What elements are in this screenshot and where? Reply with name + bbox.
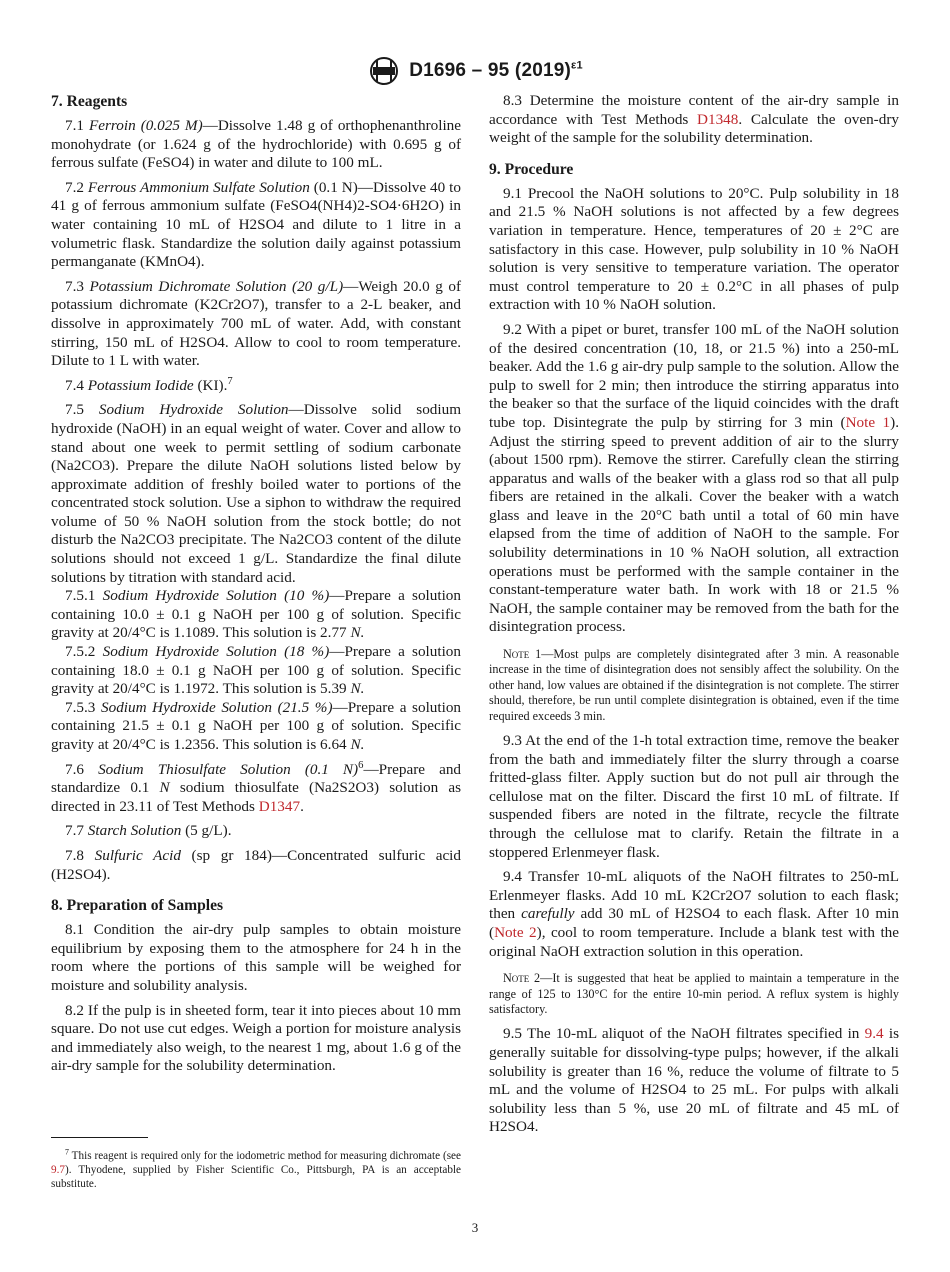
footnote: $^7$ This reagent is required only for the iodometric method for measuring dichromate (see 9.7). Thyodene, supplied by Fisher Scientific Co., Pittsburgh, PA is an acceptable substitute.	[51, 1147, 461, 1190]
document-designation: D1696 – 95 $(2019)^{\varepsilon 1}$	[409, 59, 583, 81]
paragraph-7-2: 7.2 Ferrous Ammonium Sulfate Solution (0.1 N)—Dissolve 40 to 41 g of ferrous ammonium sulfate (FeSO4(NH4)2-SO4·6H2O) in water containing 10 mL of H2SO4 and dilute to 1 litre in a volumetric flask. Standardize the solution daily against potassium permanganate (KMnO4).	[51, 178, 461, 271]
link-d1348[interactable]: D1348	[697, 110, 739, 128]
paragraph-7-1: 7.1 Ferroin (0.025 M)—Dissolve 1.48 g of orthophenanthroline monohydrate (or 1.624 g of the hydrochloride) with 0.695 g of ferrous sulfate (FeSO4) in water and dilute to 100 mL.	[51, 117, 461, 172]
paragraph-9-4: 9.4 Transfer 10-mL aliquots of the NaOH filtrates to 250-mL Erlenmeyer flasks. Add 10 mL K2Cr2O7 solution to each flask; then carefully add 30 mL of H2SO4 to each flask. After 10 min (Note 2), cool to room temperature. Include a blank test with the original NaOH extraction solution in this operation.	[489, 868, 900, 960]
paragraph-9-5: 9.5 The 10-mL aliquot of the NaOH filtrates specified in 9.4 is generally suitable for dissolving-type pulps; however, if the alkali solubility is greater than 16 %, reduce the volume of filtrate to 5 mL and the volume of H2SO4 to 25 mL. For pulps with alkali solubility less than 5 %, use 20 mL of filtrate and 45 mL of H2SO4.	[489, 1025, 900, 1136]
paragraph-9-3: 9.3 At the end of the 1-h total extraction time, remove the beaker from the bath and immediately filter the slurry through a coarse fritted-glass filter. Apply suction but do not pull air through the cellulose mat on the filter. Discard the first 10 mL of filtrate. If suspended fibers are noted in the filtrate, recycle the filtrate through the cellulose mat to clarify. Retain the filtrate in a stoppered Erlenmeyer flask.	[489, 732, 899, 861]
link-note-2[interactable]: Note 2	[494, 924, 537, 941]
page-header	[0, 56, 950, 86]
paragraph-7-3: 7.3 Potassium Dichromate Solution (20 g/L)—Weigh 20.0 g of potassium dichromate (K2Cr2O7), transfer to a 2-L beaker, and dissolve in approximately 700 mL of water. Add, with constant stirring, 150 mL of H2SO4. Allow to cool to room temperature. Dilute to 1 L with water.	[51, 277, 462, 370]
right-column	[489, 92, 899, 1137]
link-note-1[interactable]: Note 1	[845, 413, 891, 431]
footnote-divider	[51, 1137, 148, 1138]
paragraph-8-1: 8.1 Condition the air-dry pulp samples to obtain moisture equilibrium by exposing them to the atmosphere for 24 h in the room where the portions of this sample will be weighed for moisture and solubility analysis.	[51, 921, 461, 994]
note-2: Note 2—It is suggested that heat be applied to maintain a temperature in the range of 125 to 130°C for the entire 10-min period. A reflux system is highly satisfactory.	[489, 971, 899, 1016]
paragraph-9-1: 9.1 Precool the NaOH solutions to 20°C. Pulp solubility in 18 and 21.5 % NaOH solutions is not affected by a few degrees variation in temperature. Hence, temperatures of 20 ± 2°C are satisfactory in this case. However, pulp solubility in 10 % NaOH solution is very sensitive to temperature variation. The operator must control temperature to 20 ± 0.2°C in all phases of pulp extraction with 10 % NaOH solution.	[489, 184, 899, 314]
link-9-4[interactable]: 9.4	[864, 1025, 884, 1043]
r71-text: —Dissolve 1.48 g of orthophenanthroline monohydrate (or 1.624 g of the hydrochloride) with 0.695 g of ferrous sulfate (FeSO4) in water and dilute to 100 mL.	[51, 117, 461, 172]
paragraph-7-5-3: 7.5.3 Sodium Hydroxide Solution (21.5 %)—Prepare a solution containing 21.5 ± 0.1 g NaOH per 100 g of solution. Specific gravity at 20/4°C is 1.2356. This solution is 6.64 N.	[51, 698, 462, 753]
paragraph-8-3: 8.3 Determine the moisture content of the air-dry sample in accordance with Test Methods D1348. Calculate the oven-dry weight of the sample for the solubility determination.	[489, 92, 899, 147]
note-1: Note 1—Most pulps are completely disintegrated after 3 min. A reasonable increase in the time of disintegration does not sensibly affect the solubility. On the other hand, low values are obtained if the disintegration is not complete. The stirrer should, therefore, be run until complete disintegration is obtained, even if the time required exceeds 3 min.	[489, 647, 900, 723]
paragraph-9-2: 9.2 With a pipet or buret, transfer 100 mL of the NaOH solution of the desired concentration (10, 18, or 21.5 %) into a 250-mL beaker. Add the 1.6 g air-dry pulp sample to the solution. Allow the pulp to swell for 2 min; then introduce the stirring apparatus into the beaker so that the surface of the liquid coincides with the draft tube top. Disintegrate the pulp by stirring for 3 min (Note 1). Adjust the stirring speed to prevent addition of air to the slurry (about 1500 rpm). Remove the stirrer. Carefully clean the stirring apparatus and walls of the beaker with a glass rod so that all pulp fibers are retained in the alkali. Cover the beaker with a watch glass and leave in the 20°C bath until a total of 60 min have elapsed from the time of addition of NaOH to the sample. For solubility determinations in 10 % NaOH solution, all extraction operations must be performed with the sample container in the constant-temperature water bath. In work with 18 or 21.5 % NaOH, the sample container may be removed from the bath for the disintegration process.	[489, 320, 899, 636]
paragraph-8-2: 8.2 If the pulp is in sheeted form, tear it into pieces about 10 mm square. Do not use cut edges. Weigh a portion for moisture analysis and immediately also weigh, to the nearest 1 mg, about 1.6 g of the air-dry sample for the solubility determination.	[51, 1001, 461, 1075]
paragraph-7-7: 7.7 Starch Solution (5 g/L).	[65, 822, 232, 840]
link-d1347[interactable]: D1347	[258, 797, 301, 815]
left-column	[51, 92, 461, 1076]
section-heading-procedure: 9. Procedure	[489, 160, 574, 178]
section-heading-preparation: 8. Preparation of Samples	[51, 897, 224, 915]
link-9-7[interactable]: 9.7	[51, 1164, 65, 1176]
paragraph-7-4: 7.4 Potassium Iodide (KI).$^7$	[65, 375, 233, 394]
paragraph-7-5-1: 7.5.1 Sodium Hydroxide Solution (10 %)—Prepare a solution containing 10.0 ± 0.1 g NaOH per 100 g of solution. Specific gravity at 20/4°C is 1.1089. This solution is 2.77 N.	[51, 587, 461, 642]
page-number: 3	[471, 1220, 479, 1235]
astm-logo-icon	[367, 56, 401, 86]
section-heading-reagents: 7. Reagents	[51, 93, 128, 110]
paragraph-7-8: 7.8 Sulfuric Acid (sp gr 184)—Concentrated sulfuric acid (H2SO4).	[51, 846, 461, 883]
paragraph-7-6: 7.6 Sodium Thiosulfate Solution (0.1 N)$^6$—Prepare and standardize 0.1 N sodium thiosulfate (Na2S2O3) solution as directed in 23.11 of Test Methods D1347.	[51, 759, 462, 815]
paragraph-7-5-2: 7.5.2 Sodium Hydroxide Solution (18 %)—Prepare a solution containing 18.0 ± 0.1 g NaOH per 100 g of solution. Specific gravity at 20/4°C is 1.1972. This solution is 5.39 N.	[51, 643, 461, 698]
paragraph-7-5: 7.5 Sodium Hydroxide Solution—Dissolve solid sodium hydroxide (NaOH) in an equal weight of water. Cover and allow to stand about one week to permit settling of sodium carbonate (Na2CO3). Prepare the dilute NaOH solutions listed below by approximate addition of freshly boiled water to portions of the concentrated stock solution. Use a siphon to withdraw the required volume of 50 % NaOH solution from the stock bottle; do not disturb the Na2CO3 precipitate. The Na2CO3 content of the dilute solutions should not exceed 1 g/L. Standardize the final dilute solutions by titration with standard acid.	[51, 401, 462, 586]
footnote-ref: 7	[227, 375, 233, 387]
